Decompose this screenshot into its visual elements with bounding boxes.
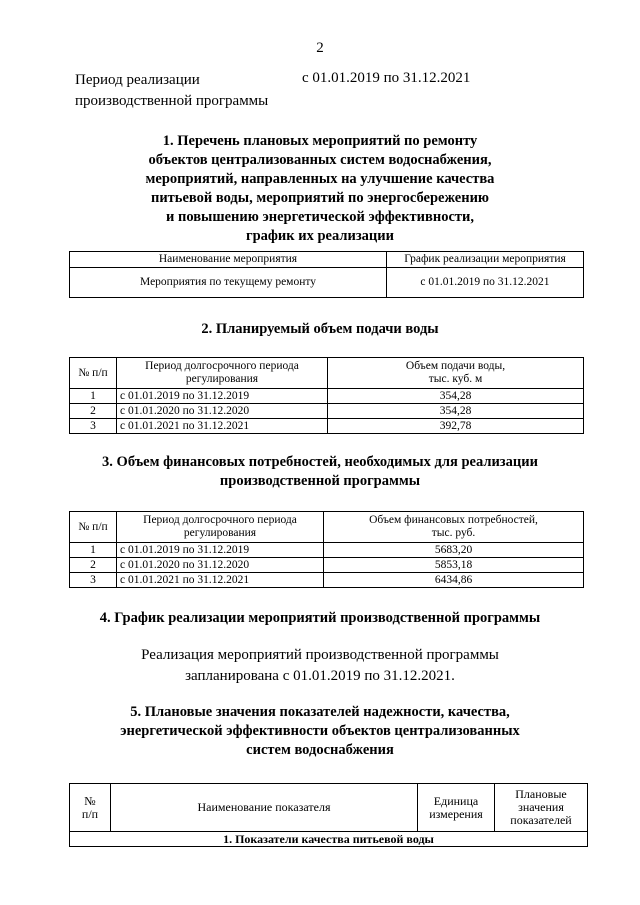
table-cell: с 01.01.2021 по 31.12.2021	[117, 419, 328, 434]
table-subheader-row	[70, 832, 588, 847]
header-line: тыс. куб. м	[428, 373, 483, 385]
section3-title	[0, 453, 640, 491]
table-header-cell	[324, 512, 584, 543]
header-line: значения	[518, 800, 564, 814]
table-header-cell: № п/п	[70, 358, 117, 389]
header-line: Период долгосрочного периода	[145, 360, 299, 372]
header-line: п/п	[81, 806, 99, 821]
table-row	[70, 389, 584, 404]
header-line: измерения	[429, 806, 483, 821]
table-cell: 354,28	[328, 389, 584, 404]
section5-table	[69, 783, 588, 847]
table-header-row	[70, 784, 588, 832]
table-cell: 1	[70, 389, 117, 404]
section1-title-line: объектов централизованных систем водоснабжения,	[148, 152, 492, 168]
table-cell: 1	[70, 543, 117, 558]
table-header-cell	[117, 358, 328, 389]
table-header-cell: Наименование показателя	[111, 784, 418, 832]
table-header-row	[70, 252, 584, 268]
header-line: показателей	[510, 813, 572, 827]
section1-title-line: 1. Перечень плановых мероприятий по ремонту	[162, 133, 478, 149]
section2-table	[69, 357, 584, 434]
header-line: Плановые	[515, 787, 567, 801]
table-header-cell	[328, 358, 584, 389]
table-cell: с 01.01.2019 по 31.12.2019	[117, 543, 324, 558]
page-number: 2	[316, 40, 324, 56]
table-cell: 2	[70, 404, 117, 419]
table-row	[70, 543, 584, 558]
period-label-line1: Период реализации	[75, 72, 200, 88]
header-line: Единица	[433, 793, 479, 808]
table-cell: 392,78	[328, 419, 584, 434]
header-line: Объем финансовых потребностей,	[369, 514, 538, 526]
header-line: тыс. руб.	[431, 527, 476, 539]
table-cell: с 01.01.2019 по 31.12.2021	[387, 268, 584, 298]
table-header-cell	[418, 784, 495, 832]
header-line: регулирования	[183, 527, 257, 539]
table-header-cell: Наименование мероприятия	[70, 252, 387, 268]
table-header-cell: График реализации мероприятия	[387, 252, 584, 268]
header-line: №	[84, 793, 96, 808]
table-row	[70, 419, 584, 434]
section4-text-line1: Реализация мероприятий производственной программы	[141, 647, 499, 663]
header-line: регулирования	[185, 373, 259, 385]
period-value: с 01.01.2019 по 31.12.2021	[302, 70, 471, 86]
section5-title	[0, 703, 640, 760]
section1-title-line: питьевой воды, мероприятий по энергосбережению	[150, 190, 490, 206]
table-cell: с 01.01.2020 по 31.12.2020	[117, 558, 324, 573]
section2-title: 2. Планируемый объем подачи воды	[201, 321, 439, 337]
table-header-cell	[495, 784, 588, 832]
table-cell: 5683,20	[324, 543, 584, 558]
section4-text-line2: запланирована с 01.01.2019 по 31.12.2021.	[185, 668, 455, 684]
header-line: Объем подачи воды,	[405, 360, 506, 372]
table-cell: 2	[70, 558, 117, 573]
table-cell: 3	[70, 573, 117, 588]
table-cell: Мероприятия по текущему ремонту	[70, 268, 387, 298]
section1-title-line: график их реализации	[245, 228, 394, 244]
section3-title-line: 3. Объем финансовых потребностей, необходимых для реализации	[102, 454, 538, 470]
section5-title-line: систем водоснабжения	[246, 742, 394, 758]
table-cell: 3	[70, 419, 117, 434]
table-cell: с 01.01.2020 по 31.12.2020	[117, 404, 328, 419]
section5-title-line: энергетической эффективности объектов централизованных	[120, 723, 520, 739]
section3-title-line: производственной программы	[219, 473, 421, 489]
table-header-row	[70, 512, 584, 543]
table-header-cell: № п/п	[70, 512, 117, 543]
section1-title-line: мероприятий, направленных на улучшение качества	[145, 171, 495, 187]
table-cell: с 01.01.2019 по 31.12.2019	[117, 389, 328, 404]
table-header-cell	[117, 512, 324, 543]
table-row	[70, 558, 584, 573]
table-cell: 6434,86	[324, 573, 584, 588]
table-subheader-cell: 1. Показатели качества питьевой воды	[70, 832, 588, 847]
section4-title: 4. График реализации мероприятий производственной программы	[99, 610, 541, 626]
table-cell: 354,28	[328, 404, 584, 419]
section1-title	[0, 132, 640, 246]
table-row	[70, 404, 584, 419]
period-label	[75, 70, 268, 112]
section4-text	[0, 645, 640, 687]
section5-title-line: 5. Плановые значения показателей надежности, качества,	[130, 704, 510, 720]
table-row	[70, 573, 584, 588]
section1-title-line: и повышению энергетической эффективности,	[166, 209, 474, 225]
section3-table	[69, 511, 584, 588]
table-header-row	[70, 358, 584, 389]
header-line: Период долгосрочного периода	[143, 514, 297, 526]
table-cell: 5853,18	[324, 558, 584, 573]
period-label-line2: производственной программы	[75, 93, 269, 109]
table-cell: с 01.01.2021 по 31.12.2021	[117, 573, 324, 588]
table-header-cell	[70, 784, 111, 832]
table-row	[70, 268, 584, 298]
section1-table	[69, 251, 584, 298]
